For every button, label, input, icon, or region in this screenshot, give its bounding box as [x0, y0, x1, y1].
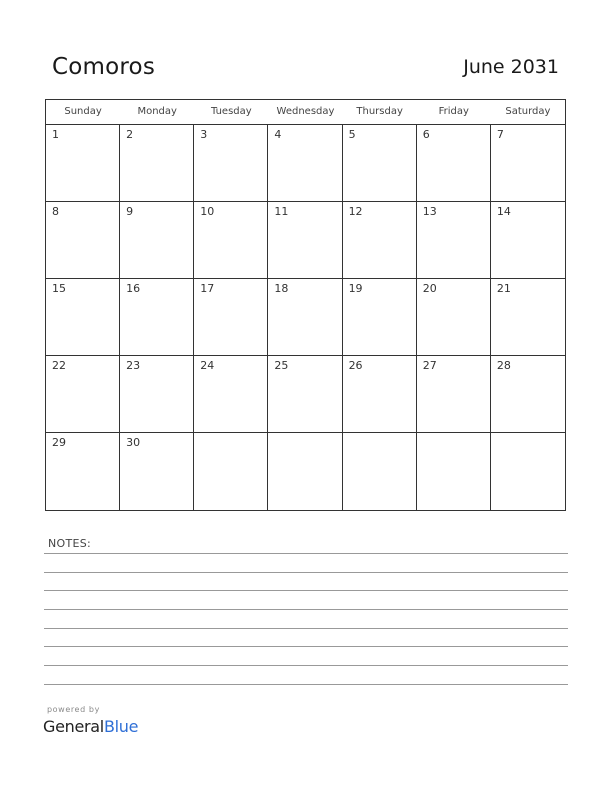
day-cells	[46, 125, 565, 510]
calendar-grid	[45, 99, 566, 511]
note-line	[44, 572, 568, 573]
brand-blue: Blue	[103, 717, 139, 736]
day-cell	[194, 279, 268, 356]
day-number: 10	[200, 205, 215, 218]
day-cell	[417, 125, 491, 202]
day-number: 21	[496, 282, 511, 295]
weekday-saturday: Saturday	[505, 106, 551, 117]
day-number: 19	[348, 282, 363, 295]
note-line	[44, 590, 568, 591]
weekday-sunday: Sunday	[64, 106, 102, 117]
day-number: 15	[52, 282, 66, 295]
day-cell	[343, 356, 417, 433]
note-line	[44, 609, 568, 610]
day-number: 8	[52, 205, 59, 218]
day-number: 27	[422, 359, 437, 372]
day-cell	[194, 125, 268, 202]
day-cell	[46, 356, 120, 433]
brand-general: General	[43, 717, 104, 736]
notes-label: NOTES:	[48, 537, 92, 550]
day-cell	[46, 202, 120, 279]
day-number: 12	[348, 205, 363, 218]
brand-logo	[43, 717, 138, 736]
day-number: 26	[348, 359, 363, 372]
day-cell	[343, 279, 417, 356]
day-number: 30	[126, 436, 141, 449]
day-cell	[268, 202, 342, 279]
weekday-wednesday: Wednesday	[276, 106, 335, 117]
day-cell	[268, 125, 342, 202]
day-cell	[46, 433, 120, 510]
day-number: 13	[422, 205, 437, 218]
day-cell	[343, 125, 417, 202]
day-number: 22	[52, 359, 66, 372]
day-cell	[491, 202, 565, 279]
day-number: 25	[274, 359, 289, 372]
day-cell	[491, 356, 565, 433]
day-cell	[120, 125, 194, 202]
day-number: 2	[126, 128, 134, 141]
day-number: 18	[274, 282, 289, 295]
day-cell	[491, 125, 565, 202]
day-cell	[120, 279, 194, 356]
day-number: 23	[126, 359, 141, 372]
day-number: 11	[274, 205, 289, 218]
day-number: 24	[200, 359, 215, 372]
day-cell	[120, 202, 194, 279]
day-number: 7	[496, 128, 504, 141]
day-cell	[194, 433, 268, 510]
day-cell	[343, 202, 417, 279]
day-cell	[417, 433, 491, 510]
note-line	[44, 684, 568, 685]
day-cell	[120, 433, 194, 510]
day-number: 5	[348, 128, 356, 141]
day-number: 29	[52, 436, 66, 449]
day-cell	[417, 356, 491, 433]
day-cell	[491, 433, 565, 510]
note-line	[44, 628, 568, 629]
day-number: 6	[422, 128, 430, 141]
powered-by-label: powered by	[47, 705, 100, 714]
day-number: 20	[422, 282, 437, 295]
day-cell	[194, 356, 268, 433]
day-cell	[194, 202, 268, 279]
country-title: Comoros	[52, 54, 156, 80]
day-number: 9	[126, 205, 134, 218]
day-cell	[120, 356, 194, 433]
day-number: 4	[274, 128, 282, 141]
day-cell	[46, 125, 120, 202]
weekday-tuesday: Tuesday	[211, 106, 252, 117]
day-number: 3	[200, 128, 208, 141]
note-line	[44, 553, 568, 554]
day-cell	[417, 202, 491, 279]
day-number: 17	[200, 282, 215, 295]
day-cell	[268, 433, 342, 510]
weekday-thursday: Thursday	[356, 106, 403, 117]
day-number: 14	[496, 205, 511, 218]
day-number: 1	[52, 128, 59, 141]
day-number: 16	[126, 282, 141, 295]
day-number: 28	[496, 359, 511, 372]
note-line	[44, 665, 568, 666]
day-cell	[46, 279, 120, 356]
day-cell	[343, 433, 417, 510]
weekday-header-row	[46, 100, 565, 125]
day-cell	[417, 279, 491, 356]
weekday-friday: Friday	[438, 106, 469, 117]
day-cell	[491, 279, 565, 356]
weekday-monday: Monday	[137, 106, 177, 117]
day-cell	[268, 279, 342, 356]
day-cell	[268, 356, 342, 433]
note-line	[44, 646, 568, 647]
month-year-title: June 2031	[463, 56, 559, 78]
